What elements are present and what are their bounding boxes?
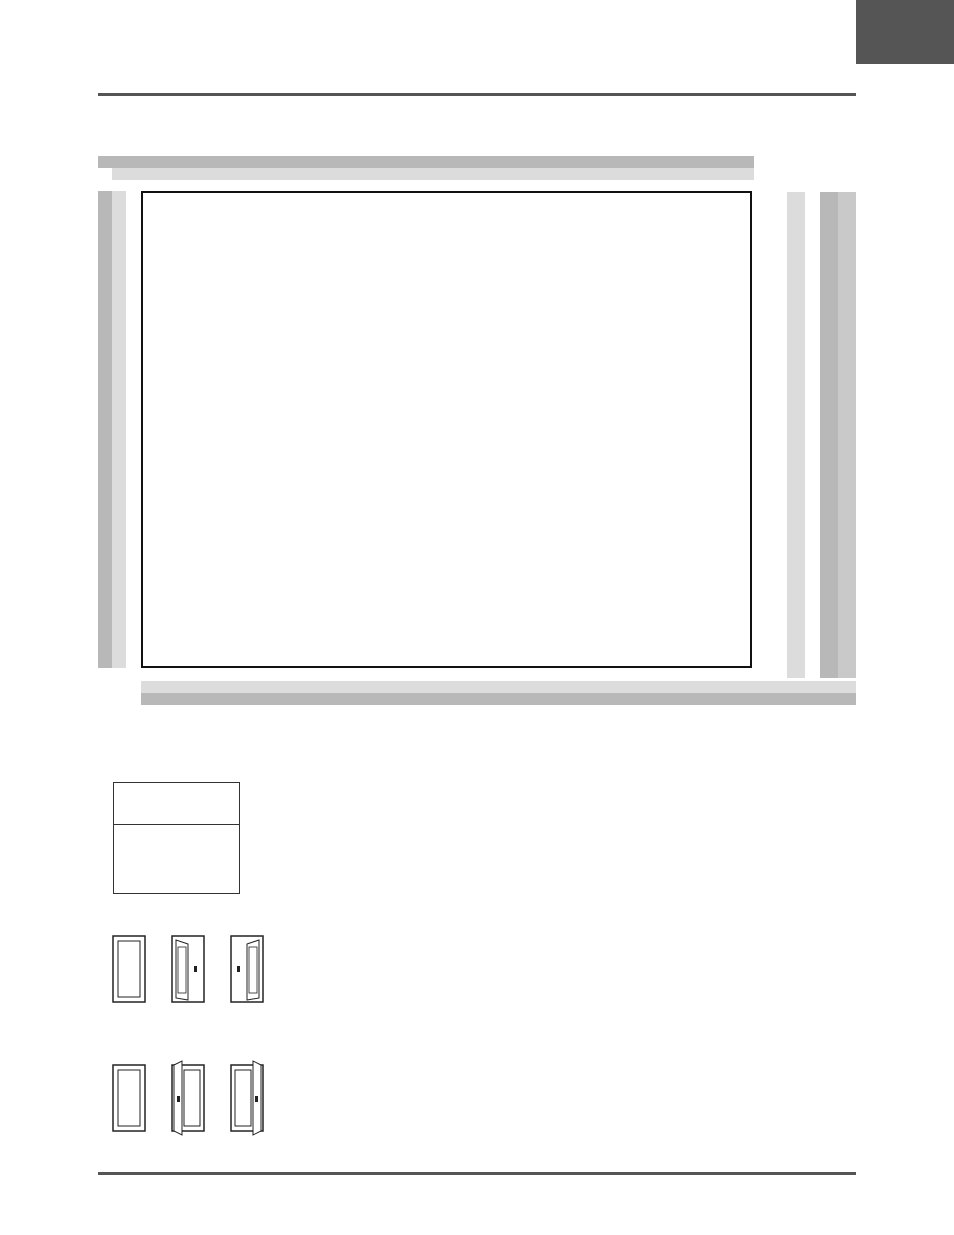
inswing-fixed-icon: [113, 936, 145, 1002]
rough-band-left: [112, 191, 126, 668]
hand-designations-divider: [114, 824, 239, 825]
inswing-right-hand-icon: [231, 936, 263, 1002]
inswing-left-hand-icon: [172, 936, 204, 1002]
brickmould-band-top: [98, 156, 754, 168]
door-grid: [141, 191, 752, 668]
outswing-left-hand-icon: [172, 1061, 204, 1135]
footer-divider: [98, 1172, 856, 1175]
right-band-col4: [787, 192, 805, 678]
outswing-diagrams: [108, 1058, 278, 1138]
rough-band-bottom: [141, 681, 856, 693]
inswing-diagrams: [108, 930, 278, 1006]
hand-designations-box: [113, 782, 240, 894]
rough-band-top: [112, 168, 754, 180]
brickmould-band-left: [98, 191, 112, 668]
section-tab: [856, 0, 954, 64]
brickmould-band-bottom: [141, 693, 856, 705]
outswing-right-hand-icon: [231, 1061, 263, 1135]
outswing-fixed-icon: [113, 1065, 145, 1131]
header-divider: [98, 93, 856, 96]
right-band-col6: [838, 192, 856, 678]
